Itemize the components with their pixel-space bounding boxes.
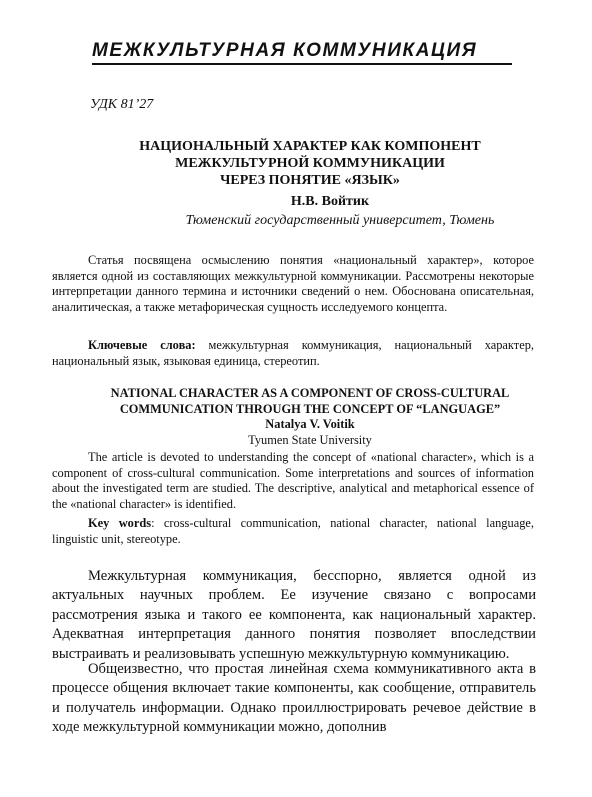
section-header: МЕЖКУЛЬТУРНАЯ КОММУНИКАЦИЯ (92, 40, 512, 65)
russian-keywords-label: Ключевые слова: (88, 338, 196, 352)
body-paragraph: Общеизвестно, что простая линейная схема коммуникативного акта в процессе общения включает такие компоненты, как сообщение, отправитель и получатель информации. Однако проиллюстрировать речевое действие в ходе межкультурной коммуникации можно, дополнив (52, 661, 536, 736)
russian-affiliation: Тюменский государственный университет, Тюмень (185, 213, 495, 228)
russian-keywords-text: межкультурная коммуникация, национальный характер, национальный язык, языковая единица, стереотип. (52, 338, 534, 368)
english-title-line: NATIONAL CHARACTER AS A COMPONENT OF CROSS-CULTURAL (110, 386, 510, 400)
english-author: Natalya V. Voitik (265, 417, 355, 431)
russian-title (60, 138, 560, 189)
udk-code: УДК 81’27 (90, 97, 154, 112)
russian-author: Н.В. Войтик (290, 194, 370, 209)
english-title (60, 386, 560, 417)
english-keywords-label: Key words (88, 516, 152, 530)
english-keywords (52, 516, 534, 547)
russian-title-line: МЕЖКУЛЬТУРНОЙ КОММУНИКАЦИИ (175, 156, 445, 171)
english-abstract: The article is devoted to understanding the concept of «national character», which is a component of cross-cultural communication. Some interpretations and sources of information about the investigated term are studied. The descriptive, analytical and metaphorical essence of the «national character» is identified. (52, 450, 534, 511)
russian-title-line: НАЦИОНАЛЬНЫЙ ХАРАКТЕР КАК КОМПОНЕНТ (139, 139, 481, 154)
english-keywords-text: : cross-cultural communication, national character, national language, linguistic unit, stereotype. (52, 516, 534, 546)
english-title-line: COMMUNICATION THROUGH THE CONCEPT OF “LANGUAGE” (119, 401, 501, 416)
body-paragraph: Межкультурная коммуникация, бесспорно, является одной из актуальных научных проблем. Ее изучение связано с вопросами рассмотрения языка и такого ее компонента, как национальный характер. Адекватная интерпретация данного понятия позволяет впоследствии выстраивать и реализовывать успешную межкультурную коммуникацию. (52, 568, 536, 662)
russian-abstract: Статья посвящена осмыслению понятия «национальный характер», которое является одной из составляющих межкультурной коммуникации. Рассмотрены некоторые интерпретации данного термина и источники сведений о нем. Обоснована описательная, аналитическая, а также метафорическая сущность исследуемого концепта. (52, 253, 534, 314)
english-affiliation: Tyumen State University (248, 433, 372, 447)
russian-keywords (52, 338, 534, 369)
russian-title-line: ЧЕРЕЗ ПОНЯТИЕ «ЯЗЫК» (220, 173, 400, 188)
